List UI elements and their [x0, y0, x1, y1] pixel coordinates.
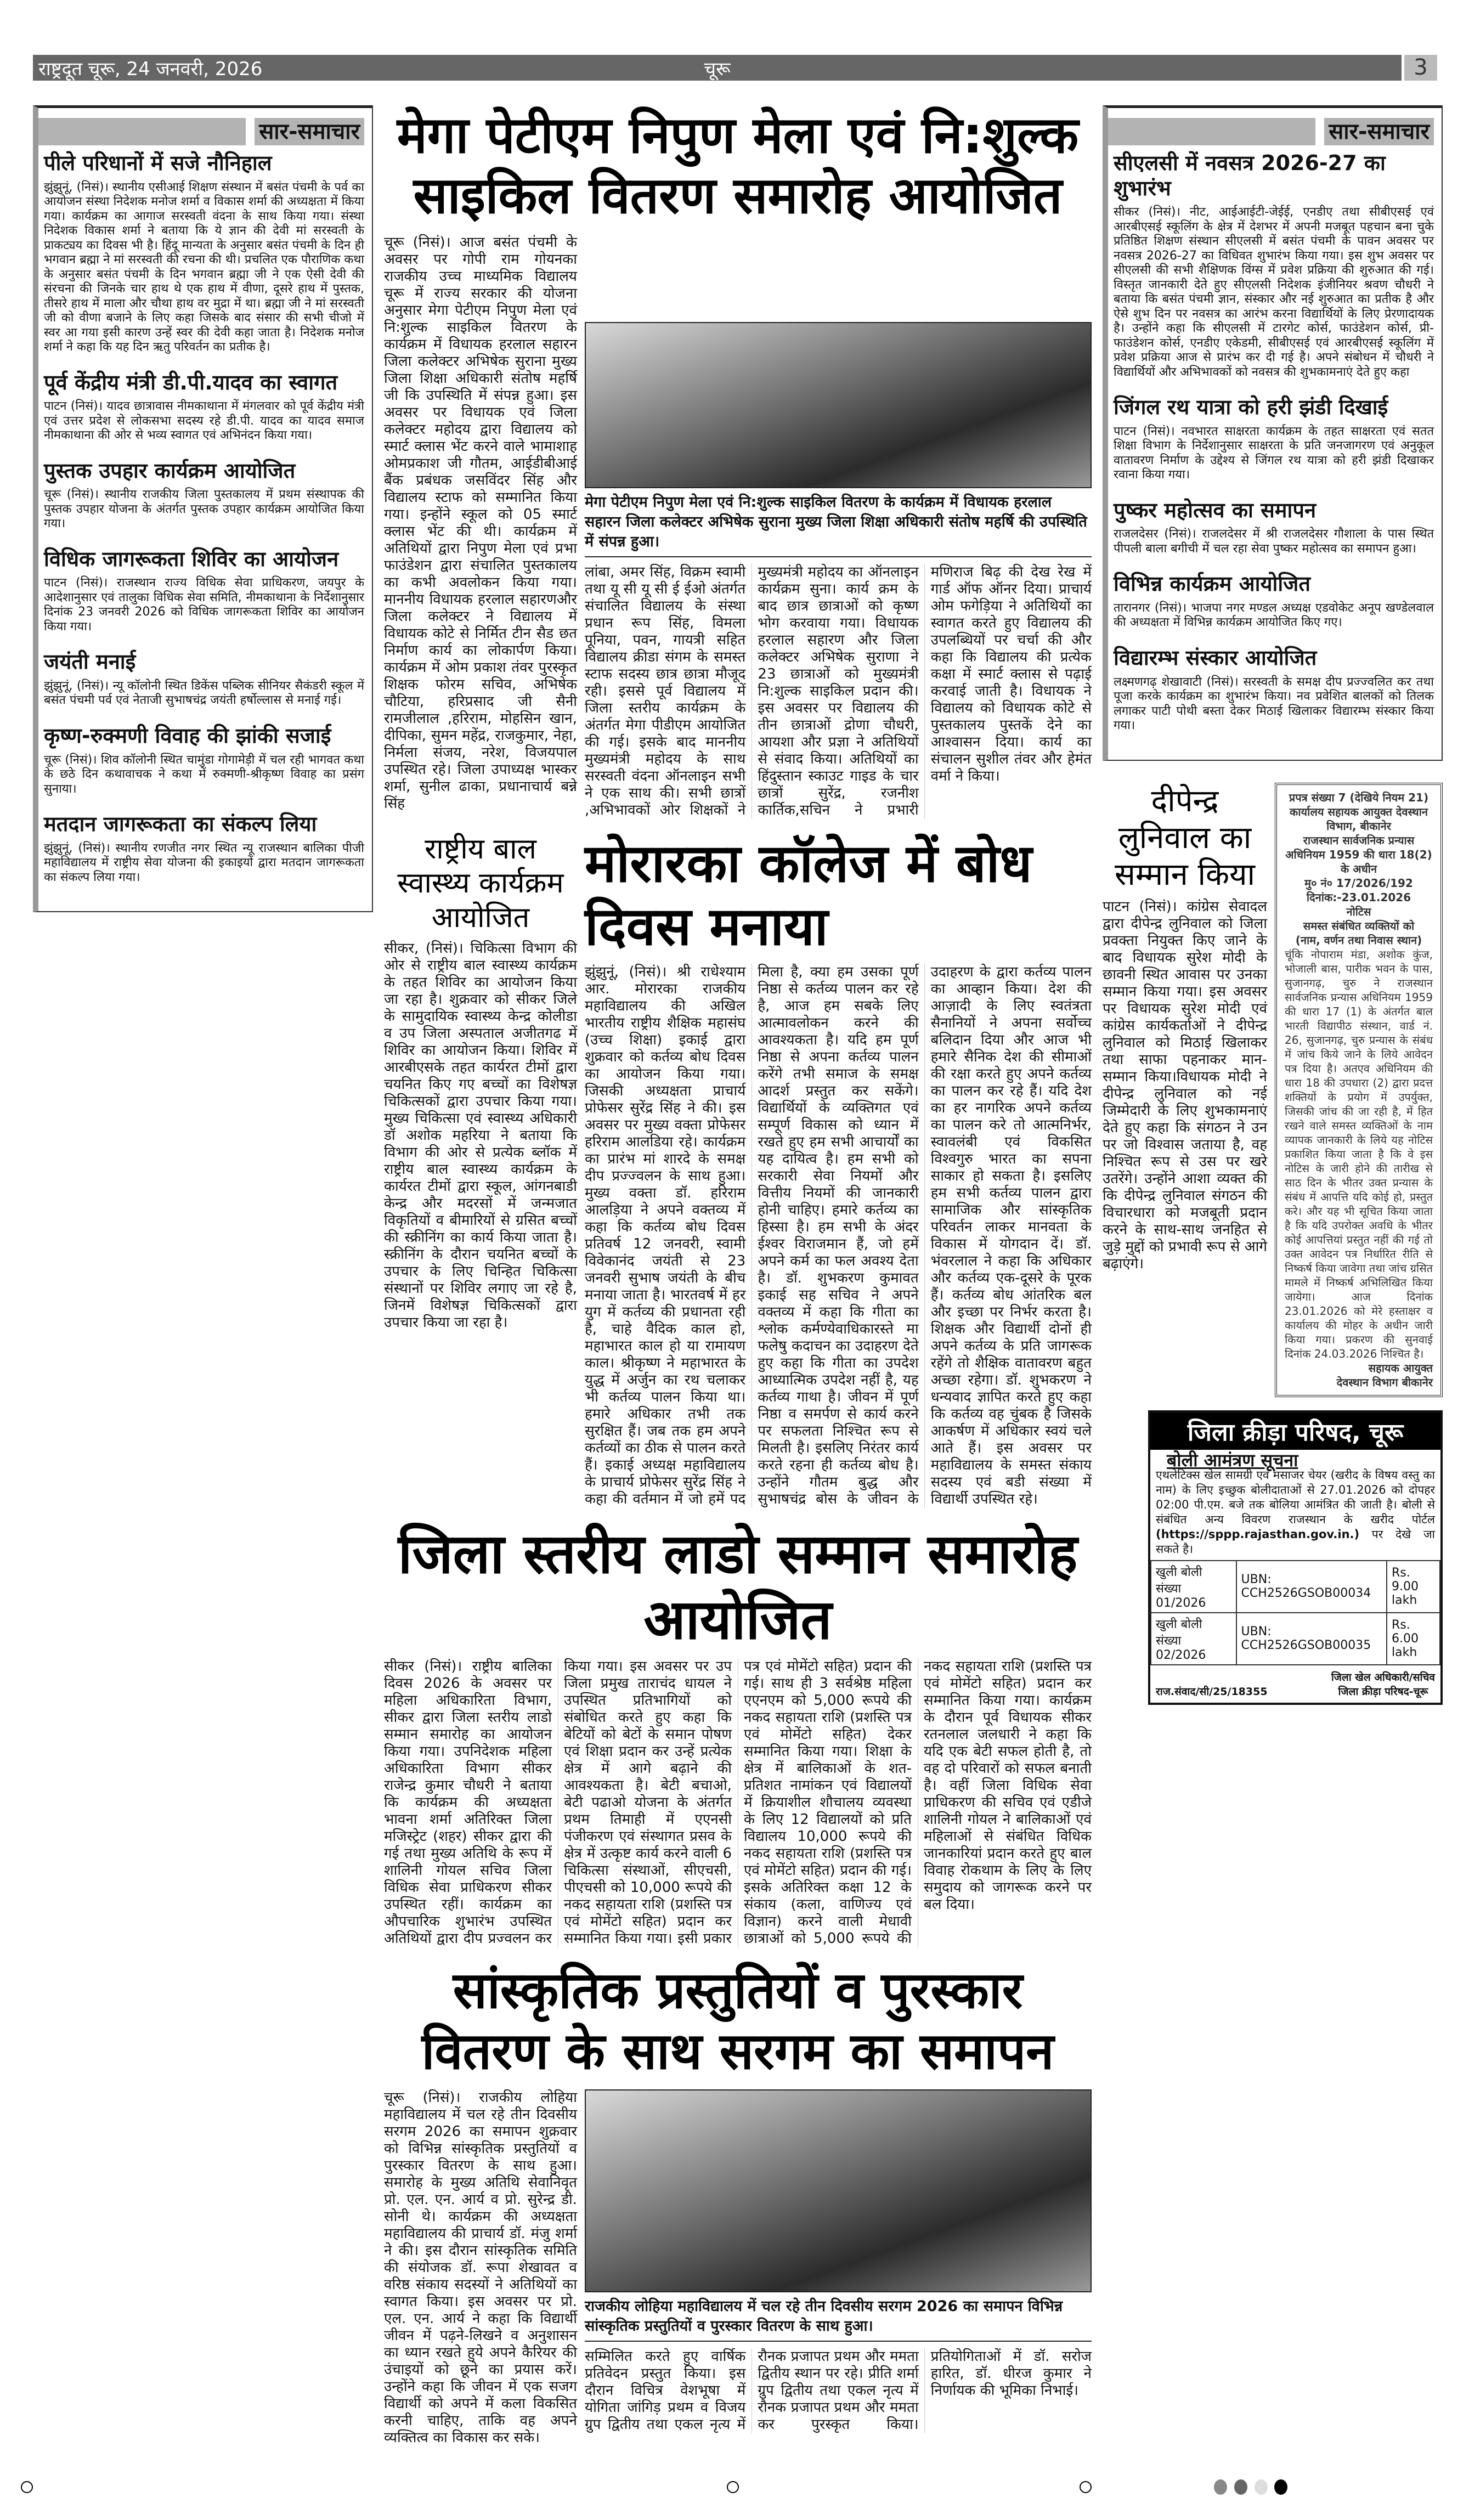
header-edition: चूरू [704, 58, 731, 80]
deependra-story [1103, 783, 1267, 1273]
sargam-body-col1: चूरू (निसं)। राजकीय लोहिया महाविद्यालय में चल रहे तीन दिवसीय सरगम 2026 का समापन शुक्रवार को विभिन्न सांस्कृतिक प्रस्तुतियों व पुरस्कार वितरण के साथ हुआ। समारोह के मुख्य अतिथि सेवानिवृत प्रो. एल. एन. आर्य व प्रो. सुरेन्द्र डी. सोनी थे। कार्यक्रम की अध्यक्षता महाविद्यालय की प्राचार्य डॉ. मंजु शर्मा ने की। इस दौरान सांस्कृतिक समिति की संयोजक डॉ. रूपा शेखावत व वरिष्ठ संकाय सदस्यों ने अतिथियों का स्वागत किया। इस अवसर पर प्रो. एल. एन. आर्य ने कहा कि विद्यार्थी जीवन में पढ़ने-लिखने व अनुशासन का ध्यान रखते हुये अपने कैरियर की उंचाइयों को छूने का प्रयास करें। उन्होंने कहा कि जीवन में एक सजग विद्यार्थी को अपने में कला विकसित करनी चाहिए, ताकि वह अपने व्यक्तित्व का विकास कर सके। [384, 2089, 577, 2446]
deependra-body: पाटन (निसं)। कांग्रेस सेवादल द्वारा दीपेन्द्र लुनिवाल को जिला प्रवक्ता नियुक्त किए जाने के बाद विधायक सुरेश मोदी के छावनी स्थित आवास पर उनका सम्मान किया गया। इस अवसर पर विधायक सुरेश मोदी एवं कांग्रेस कार्यकर्ताओं ने दीपेन्द्र लुनिवाल को मिठाई खिलाकर तथा साफा पहनाकर मान-सम्मान किया।विधायक मोदी ने दीपेन्द्र लुनिवाल को नई जिम्मेदारी के लिए शुभकामनाएं देते हुए कहा कि संगठन ने उन पर जो विश्वास जताया है, वह निश्चित रूप से उस पर खरे उतरेंगे। उन्होंने आशा व्यक्त की कि दीपेन्द्र लुनिवाल संगठन की विचारधारा को मजबूती प्रदान करने के साथ-साथ जनहित से जुड़े मुद्दों को प्रभावी रूप से आगे बढ़ाएंगे। [1103, 899, 1267, 1273]
notice-office: कार्यालय सहायक आयुक्त देवस्थान विभाग, बीकानेर [1290, 805, 1428, 833]
article [44, 649, 364, 708]
print-marks [33, 2476, 1437, 2498]
article [1114, 395, 1434, 483]
registration-mark-icon [727, 2481, 739, 2493]
page-header [33, 55, 1402, 81]
bid-number: खुली बोली संख्या 02/2026 [1151, 1613, 1236, 1665]
article-headline: कृष्ण-रुक्मणी विवाह की झांकी सजाई [44, 723, 331, 748]
article-body: झुंझुनूं, (निसं)। स्थानीय रणजीत नगर स्थित न्यू राजस्थान बालिका पीजी महाविद्यालय में राष्ट्रीय सेवा योजना की इकाइयों द्वारा मतदान जागरूकता का संकल्प लिया गया। [44, 841, 364, 884]
sargam-headline: सांस्कृतिक प्रस्तुतियों व पुरस्कार वितरण के साथ सरगम का समापन [421, 1961, 1054, 2081]
lado-headline: जिला स्तरीय लाडो सम्मान समारोह आयोजित [398, 1522, 1078, 1652]
second-row [384, 832, 1092, 1508]
article-body: सीकर (निसं)। नीट, आईआईटी-जेईई, एनडीए तथा सीबीएसई एवं आरबीएसई स्कूलिंग के क्षेत्र में देशभर में अपनी मजबूत पहचान बना चुके प्रतिष्ठित शिक्षण संस्थान सीएलसी में बसंत पंचमी के पावन अवसर पर नवसत्र 2026-27 का विधिवत शुभारंभ किया गया। इस शुभ अवसर पर सीएलसी की सभी शैक्षिणक विंग्स में प्रवेश प्रक्रिया की शुरुआत की गई। विस्तृत जानकारी देते हुए सीएलसी निदेशक इंजीनियर श्रवण चौधरी ने बताया कि बसंत पंचमी ज्ञान, संस्कार और नई शुरुआत का प्रतीक है और ऐसे शुभ दिन पर नवसत्र का आरंभ करना विद्यार्थियों के लिए प्रेरणादायक है। उन्होंने कहा कि सीएलसी में टारगेट कोर्स, फाउंडेशन कोर्स, प्री-फाउंडेशन कोर्स, एनडीए एकेडमी, सीबीएसई एवं आरबीएसई स्कूलिंग में प्रवेश प्रक्रिया आज से प्रारंभ कर दी गई है। अपने संबोधन में चौधरी ने विद्यार्थियों और अभिभावकों को नवसत्र की शुभकामनाएं देते हुए कहा [1114, 205, 1434, 379]
lead-body-col1: चूरू (निसं)। आज बसंत पंचमी के अवसर पर गोपी राम गोयनका राजकीय उच्च माध्यमिक विद्यालय चूरू में राज्य सरकार की योजना अनुसार मेगा पेटीएम निपुण मेला एवं नि:शुल्क साइकिल वितरण के कार्यक्रम में विधायक हरलाल सहारन जिला कलेक्टर अभिषेक सुराना मुख्य जिला शिक्षा अधिकारी संतोष महर्षि जी कि उपस्थिति में संपन्न हुआ। इस अवसर पर विधायक एवं जिला कलेक्टर महोदय द्वारा विद्यालय को स्मार्ट क्लास भेंट करने वाले भामाशाह ओमप्रकाश जी गौतम, आईडीबीआई बैंक प्रबंधक जसविंदर सिंह और विद्यालय स्टाफ को सम्मानित किया गया। इन्होंने स्कूल को 05 स्मार्ट क्लास भेंट की थी। कार्यक्रम में अतिथियों द्वारा निपुण मेला एवं प्रभा फाउंडेशन द्वारा संचालित पुस्तकालय का कभी अवलोकन किया गया। माननीय विधायक हरलाल सहारणऔर जिला कलेक्टर ने विद्यालय में विधायक कोटे से निर्मित टीन सैड छत निर्माण कार्य का लोकार्पण किया। कार्यक्रम में ओम प्रकाश तंवर पुरस्कृत शिक्षक फोरम सचिव, अभिषेक चौटिया, हरिप्रसाद जी सैनी रामजीलाल ,हरिराम, मोहसिन खान, दीपिका, सुमन महेंद्र, राजकुमार, नेहा, निर्मला संजय, नरेश, विजयपाल उपस्थित रहे। जिला उपाध्यक्ष भास्कर शर्मा, सुनील ढाका, प्रधानाचार्य बन्ने सिंह [384, 234, 577, 812]
article [1114, 572, 1434, 630]
notice-signatory: सहायक आयुक्त [1368, 1361, 1433, 1375]
right-column [1103, 105, 1443, 1705]
center-column [384, 105, 1092, 2460]
article-body: पाटन (निसं)। नवभारत साक्षरता कार्यक्रम के तहत साक्षरता एवं सतत शिक्षा विभाग के निर्देशानुसार साक्षरता के प्रति जनजागरण एवं अनुकूल वातावरण निर्माण के उद्देश्य से जिंगल रथ यात्रा को हरी झंडी दिखाकर रवाना किया गया। [1114, 424, 1434, 482]
lead-photo-cycle-distribution [585, 322, 1092, 488]
article [44, 724, 364, 796]
sargam-photo-caption: राजकीय लोहिया महाविद्यालय में चल रहे तीन दिवसीय सरगम 2026 का समापन विभिन्न सांस्कृतिक प्रस्तुतियों व पुरस्कार वितरण के साथ हुआ। [585, 2297, 1063, 2335]
page-grid [33, 105, 1437, 2460]
ad-signatory-org: जिला क्रीड़ा परिषद-चूरू [1338, 1685, 1428, 1698]
article-headline: विभिन्न कार्यक्रम आयोजित [1114, 572, 1311, 596]
notice-form: प्रपत्र संख्या 7 (देखिये नियम 21) [1289, 790, 1429, 804]
registration-mark-icon [21, 2481, 33, 2493]
sargam-right [585, 2089, 1092, 2433]
ad-body: एथलेटिक्स खेल सामग्री एवं मसाजर चेयर (खरीद के विषय वस्तु का नाम) के लिए इच्छुक बोलीदाताओं से 27.01.2026 को दोपहर 02:00 पी.एम. बजे तक बोलिया आमंत्रित की जाती है। बोली से संबंधित अन्य विवरण राजस्थान के खरीद पोर्टल [1156, 1468, 1435, 1526]
notice-to: समस्त संबंधित व्यक्तियों को [1303, 919, 1415, 933]
notice-body: चूंकि नोपाराम मंडा, अशोक कुंज, भोजाली बास, पारीक भवन के पास, सुजानगढ़, चुरु ने राजस्थान सार्वजनिक प्रन्यास अधिनियम 1959 की धारा 17 (1) के अंतर्गत बाल भारती विद्यापीठ संस्थान, वार्ड नं. 26, सुजानगढ़, चुरु प्रन्यास के संबंध में जांच किये जाने के लिये आवेदन पत्र दिया है। अतएव अधिनियम की धारा 18 की उपधारा (2) द्वारा प्रदत्त शक्तियों के प्रयोग में उपर्युक्त, जिसकी जांच की जा रही है, में हित रखने वाले समस्त व्यक्तिओं के नाम व्यापक जानकारी के लिये यह नोटिस प्रकाशित किया जाता है कि वे इस नोटिस के जारी होने की तारीख से साठ दिन के भीतर उक्त प्रन्यास के संबंध में आपत्ति यदि कोई हो, प्रस्तुत करे। और यह भी सूचित किया जाता है कि यदि उपरोक्त अवधि के भीतर कोई आपत्तियां प्रस्तुत नहीं की गई तो उक्त आवेदन पत्र निर्धारित रीति से निष्कर्ष किया जावेगा तथा जांच ग्रसित मामले में निष्कर्ष अभिलिखित किया जायेगा। आज दिनांक 23.01.2026 को मेरे हस्ताक्षर व कार्यालय की मोहर के अधीन जारी किया गया। प्रकरण की सुनवाई दिनांक 24.03.2026 निश्चित है। [1285, 947, 1433, 1360]
sargam-story [384, 2089, 1092, 2446]
article-body: राजलदेसर (निसं)। राजलदेसर में श्री राजलदेसर गौशाला के पास स्थित पीपली बाला बगीची में चल रहा सेवा पुष्कर महोत्सव का समापन हुआ। [1114, 527, 1434, 556]
header-dateline: राष्ट्रदूत चूरू, 24 जनवरी, 2026 [38, 58, 263, 80]
devasthan-notice [1275, 783, 1443, 1397]
bid-table [1150, 1560, 1440, 1665]
lead-photo-caption: मेगा पेटीएम निपुण मेला एवं नि:शुल्क साइकिल वितरण के कार्यक्रम में विधायक हरलाल सहारन जिला कलेक्टर अभिषेक सुराना मुख्य जिला शिक्षा अधिकारी संतोष महर्षि की उपस्थिति में संपन्न हुआ। [585, 493, 1087, 550]
article-headline: विधिक जागरूकता शिविर का आयोजन [44, 546, 339, 571]
divider [585, 556, 1092, 557]
bid-amount: Rs. 9.00 lakh [1387, 1561, 1440, 1613]
article-body: पाटन (निसं)। यादव छात्रावास नीमकाथाना में मंगलवार को पूर्व केंद्रीय मंत्री एवं उत्तर प्रदेश से लोकसभा सदस्य रहे डी.पी. यादव का यादव समाज नीमकाथाना की ओर से भव्य स्वागत एवं अभिनंदन किया गया। [44, 399, 364, 443]
header-row [33, 55, 1437, 81]
color-dot-icon [1214, 2479, 1227, 2495]
article-headline: पूर्व केंद्रीय मंत्री डी.पी.यादव का स्वागत [44, 370, 338, 394]
article-body: तारानगर (निसं)। भाजपा नगर मण्डल अध्यक्ष एडवोकेट अनूप खण्डेलवाल की अध्यक्षता में विभिन्न कार्यक्रम आयोजित किए गए। [1114, 601, 1434, 630]
bid-number: खुली बोली संख्या 01/2026 [1151, 1561, 1236, 1613]
color-dot-icon [1274, 2479, 1287, 2495]
article [44, 151, 364, 355]
article-body: चूरू (निसं)। स्थानीय राजकीय जिला पुस्तकालय में प्रथम संस्थापक की पुस्तक उपहार योजना के अंतर्गत पुस्तक उपहार कार्यक्रम आयोजित किया गया। [44, 488, 364, 531]
section-label-text: सार-समाचार [1320, 118, 1434, 145]
lado-body: सीकर (निसं)। राष्ट्रीय बालिका दिवस 2026 के अवसर पर महिला अधिकारिता विभाग, सीकर द्वारा जिला स्तरीय लाडो सम्मान समारोह का आयोजन किया गया। उपनिदेशक महिला अधिकारिता विभाग सीकर राजेन्द्र कुमार चौधरी ने बताया कि कार्यक्रम की अध्यक्षता भावना शर्मा अतिरिक्त जिला मजिस्ट्रेट (शहर) सीकर द्वारा की गई तथा मुख्य अतिथि के रूप में शालिनी गोयल सचिव जिला विधिक सेवा प्राधिकरण सीकर उपस्थित रहीं। कार्यक्रम का औपचारिक शुभारंभ उपस्थित अतिथियों द्वारा दीप प्रज्वलन कर किया गया। इस अवसर पर उप जिला प्रमुख ताराचंद धायल ने उपस्थित प्रतिभागियों को संबोधित करते हुए कहा कि बेटियों को बेटों के समान पोषण एवं शिक्षा प्रदान कर उन्हें प्रत्येक क्षेत्र में आगे बढ़ाने की आवश्यकता है। बेटी बचाओ, बेटी पढाओ योजना के अंतर्गत प्रथम तिमाही में एएनसी पंजीकरण एवं संस्थागत प्रसव के क्षेत्र में उत्कृष्ट कार्य करने वाली 6 चिकित्सा संस्थाओं, सीएचसी, पीएचसी को 10,000 रूपये की नकद सहायता राशि (प्रशस्ति पत्र एवं मोमेंटो सहित) प्रदान कर सम्मानित किया गया। इसी प्रकार पत्र एवं मोमेंटो सहित) प्रदान की गई। साथ ही 3 सर्वश्रेष्ठ महिला एएनएम को 5,000 रूपये की नकद सहायता राशि (प्रशस्ति पत्र एवं मोमेंटो सहित) देकर सम्मानित किया गया। शिक्षा के क्षेत्र में बालिकाओं के शत-प्रतिशत नामांकन एवं विद्यालयों में क्रियाशील शौचालय व्यवस्था के लिए 12 विद्यालयों को प्रति विद्यालय 10,000 रूपये की नकद सहायता राशि (प्रशस्ति पत्र एवं मोमेंटो सहित) प्रदान की गई। इसके अतिरिक्त कक्षा 12 के संकाय (कला, वाणिज्य एवं विज्ञान) करने वाली मेधावी छात्राओं को 5,000 रूपये की नकद सहायता राशि (प्रशस्ति पत्र एवं मोमेंटो सहित) प्रदान कर सम्मानित किया गया। कार्यक्रम के दौरान पूर्व विधायक सीकर रतनलाल जलधारी ने कहा कि यदि एक बेटी सफल होती है, तो वह दो परिवारों को सफल बनाती है। वहीं जिला विधिक सेवा प्राधिकरण की सचिव एवं एडीजे शालिनी गोयल ने बालिकाओं एवं महिलाओं से संबंधित विधिक जानकारियां प्रदान करते हुए बाल विवाह रोकथाम के लिए के लिए समुदाय को जागरूक करने पर बल दिया। [384, 1658, 1092, 1947]
notice-case-no: मु० नं० 17/2026/192 [1304, 876, 1413, 890]
rbsk-body: सीकर, (निसं)। चिकित्सा विभाग की ओर से राष्ट्रीय बाल स्वास्थ्य कार्यक्रम के तहत शिविर का आयोजन किया जा रहा है। शुक्रवार को सीकर जिले के सामुदायिक स्वास्थ्य केन्द्र कोलीडा व उप जिला अस्पताल अजीतगढ में शिविर का आयोजन किया। शिविर में आरबीएसके तहत कार्यरत टीमों द्वारा चयनित किए गए बच्चों का विशेषज्ञ चिकित्सकों द्वारा उपचार किया गया। मुख्य चिकित्सा एवं स्वास्थ्य अधिकारी डॉ अशोक महरिया ने बताया कि विभाग की ओर से प्रत्येक ब्लॉक में राष्ट्रीय बाल स्वास्थ्य कार्यक्रम के कार्यरत टीमों द्वारा स्कूल, आंगनबाडी केन्द्र और मदरसों में जन्मजात विकृतियों व बीमारियों से ग्रसित बच्चों की स्क्रीनिंग का कार्य किया जाता है। स्क्रीनिंग के दौरान चयनित बच्चों के उपचार के लिए चिन्हित चिकित्सा संस्थानों पर शिविर लगाए जा रहे है, जिनमें विशेषज्ञ चिकित्सकों द्वारा उपचार किया जा रहा है। [384, 940, 577, 1331]
lead-headline: मेगा पेटीएम निपुण मेला एवं नि:शुल्क साइकिल वितरण समारोह आयोजित [397, 106, 1079, 225]
section-label-text: सार-समाचार [250, 118, 364, 145]
bid-ubn: UBN: CCH2526GSOB00035 [1236, 1613, 1387, 1665]
section-label [1108, 118, 1434, 145]
article [44, 812, 364, 885]
rbsk-story [384, 832, 577, 1331]
article-headline: जिंगल रथ यात्रा को हरी झंडी दिखाई [1114, 395, 1388, 420]
article [44, 547, 364, 635]
article-body: झुंझुनूं, (निसं)। न्यू कॉलोनी स्थित डिकेंस पब्लिक सीनियर सैकंडरी स्कूल में बसंत पंचमी पर्व एवं नेताजी सुभाषचंद्र जयंती हर्षोल्लास से मनाई गई। [44, 679, 364, 708]
article-headline: जयंती मनाई [44, 649, 136, 674]
lead-right [585, 234, 1092, 819]
article-body: झुंझुनूं, (निसं)। स्थानीय एसीआई शिक्षण संस्थान में बसंत पंचमी के पर्व का आयोजन संस्था निदेशक मनोज शर्मा व विकास शर्मा की अध्यक्षता में किया गया। कार्यक्रम का आगाज सरस्वती वंदना के साथ किया गया। संस्था निदेशक विकास शर्मा ने बताया कि ये ज्ञान की देवी मां सरस्वती के प्राकट्यय का दिवस भी है। हिंदू मान्यता के अनुसार बसंत पंचमी के दिन ही भगवान ब्रह्मा ने मां सरस्वती की रचना की थी। प्रचलित एक पौराणिक कथा के अनुसार बसंत पंचमी के दिन भगवान ब्रह्मा जी ने एक ऐसी देवी की संरचना की जिनके चार हाथ थे एक हाथ में वीणा, दूसरे हाथ में पुस्तक, तीसरे हाथ में माला और चौथा हाथ वर मुद्रा में था। ब्रह्मा जी ने मां सरस्वती जी को वीणा बजाने के लिए कहा जिसके बाद संसार की सभी चीजो में स्वर आ गया इसी कारण उन्हें स्वर की देवी कहा जाता है। निदेशक मनोज शर्मा ने कहा कि यह दिन ऋतु परिवर्तन का प्रतीक है। [44, 180, 364, 354]
article [44, 370, 364, 443]
notice-date: दिनांक:-23.01.2026 [1306, 890, 1411, 904]
bid-ubn: UBN: CCH2526GSOB00034 [1236, 1561, 1387, 1613]
color-dot-icon [1234, 2479, 1247, 2495]
sargam-body-cols: सम्मिलित करते हुए वार्षिक प्रतिवेदन प्रस्तुत किया। इस दौरान विचित्र वेशभूषा में योगिता जांगिड़ प्रथम व विजय ग्रुप द्वितीय तथा एकल नृत्य में रौनक प्रजापत प्रथम और ममता द्वितीय स्थान पर रहे। प्रीति शर्मा ग्रुप द्वितीय तथा एकल नृत्य में रौनक प्रजापत प्रथम और ममता कर पुरस्कृत किया। प्रतियोगिताओं में डॉ. सरोज हारित, डॉ. धीरज कुमार ने निर्णायक की भूमिका निभाई। [585, 2348, 1092, 2433]
divider [585, 2341, 1092, 2342]
notice-act: राजस्थान सार्वजनिक प्रन्यास अधिनियम 1959 की धारा 18(2) के अधीन [1285, 833, 1432, 875]
bid-amount: Rs. 6.00 lakh [1387, 1613, 1440, 1665]
ad-portal-link[interactable]: (https://sppp.rajasthan.gov.in.) [1156, 1527, 1360, 1541]
sargam-group-photo [585, 2089, 1092, 2292]
article-body: लक्ष्मणगढ़ शेखावाटी (निसं)। सरस्वती के समक्ष दीप प्रज्ज्वलित कर तथा पूजा करके कार्यक्रम का शुभारंभ किया। नव प्रवेशित बालकों को तिलक लगाकर पाटी पोथी बस्ता देकर मिठाई खिलाकर विद्यारम्भ संस्कार किया गया। [1114, 675, 1434, 733]
article-headline: सीएलसी में नवसत्र 2026-27 का शुभारंभ [1114, 151, 1386, 200]
morarka-headline: मोरारका कॉलेज में बोध दिवस मनाया [585, 832, 1032, 957]
morarka-story [585, 832, 1092, 1508]
ad-title: जिला क्रीड़ा परिषद, चूरू [1150, 1412, 1440, 1450]
color-dot-icon [1255, 2479, 1268, 2495]
article-headline: पीले परिधानों में सजे नौनिहाल [44, 151, 272, 175]
lead-story [384, 234, 1092, 819]
ad-reference: राज.संवाद/सी/25/18355 [1156, 1685, 1268, 1698]
rbsk-headline: राष्ट्रीय बाल स्वास्थ्य कार्यक्रम आयोजित [397, 832, 564, 934]
ad-body-suffix: पर देखे जा सकते है। [1156, 1527, 1435, 1556]
deependra-headline: दीपेन्द्र लुनिवाल का सम्मान किया [1115, 783, 1255, 892]
article [1114, 498, 1434, 557]
notice-to-detail: (नाम, वर्णन तथा निवास स्थान) [1295, 933, 1422, 947]
article-headline: पुष्कर महोत्सव का समापन [1114, 498, 1317, 522]
registration-mark-icon [1080, 2481, 1092, 2493]
right-news-box [1103, 105, 1443, 761]
morarka-body: झुंझुनूं, (निसं)। श्री राधेश्याम आर. मोरारका राजकीय महाविद्यालय की अखिल भारतीय राष्ट्रीय शैक्षिक महासंघ (उच्च शिक्षा) इकाई द्वारा शुक्रवार को कर्तव्य बोध दिवस का आयोजन किया गया। जिसकी अध्यक्षता प्राचार्य प्रोफेसर सुरेंद्र सिंह ने की। इस अवसर पर मुख्य वक्ता प्रोफेसर हरिराम आलडिया रहे। कार्यक्रम का प्रारंभ मां शारदे के समक्ष दीप प्रज्ज्वलन के साथ हुआ। मुख्य वक्ता डॉ. हरिराम आलड़िया ने अपने वक्तव्य में कहा कि कर्तव्य बोध दिवस प्रतिवर्ष 12 जनवरी, स्वामी विवेकानंद जयंती से 23 जनवरी सुभाष जयंती के बीच मनाया जाता है। भारतवर्ष में हर युग में कर्तव्य की प्रधानता रही है, चाहे वैदिक काल हो, महाभारत काल हो या रामायण काल। श्रीकृष्ण ने महाभारत के युद्ध में अर्जुन का रथ चलाकर भी कर्तव्य पालन किया था। हमारे अधिकार तभी तक सुरक्षित हैं। जब तक हम अपने कर्तव्यों का ठीक से पालन करते हैं। इकाई अध्यक्ष महाविद्यालय के प्राचार्य प्रोफेसर सुरेंद्र सिंह ने कहा की वर्तमान में जो हमें पद मिला है, क्या हम उसका पूर्ण निष्ठा से कर्तव्य पालन कर रहे है, आज हम सबके लिए आत्मावलोकन करने की आवश्यकता है। यदि हम पूर्ण निष्ठा से अपना कर्तव्य पालन करेंगे तभी समाज के समक्ष आदर्श प्रस्तुत कर सकेंगे। विद्यार्थियों के व्यक्तिगत एवं सम्पूर्ण विकास को ध्यान में रखते हुए हम सभी आचार्यों का यह दायित्व है। हम सभी को सरकारी सेवा नियमों और वित्तीय नियमों की जानकारी होनी चाहिए। हमारे कर्तव्य का हिस्सा है। हम सभी के अंदर ईश्वर विराजमान हैं, जो हमें अपने कर्म का फल अवश्य देता है। डॉ. शुभकरण कुमावत इकाई सह सचिव ने अपने वक्तव्य में कहा कि गीता का श्लोक कर्मण्येवाधिकारस्ते मा फलेषु कदाचन का उदाहरण देते हुए कहा कि गीता का उपदेश आध्यात्मिक उपदेश नहीं है, यह कर्तव्य गाथा है। जीवन में पूर्ण निष्ठा व समर्पण से कार्य करने पर सफलता निश्चित रूप से मिलती है। इसलिए निरंतर कार्य करते रहना ही कर्तव्य बोध है। उन्होंने गौतम बुद्ध और सुभाषचंद्र बोस के जीवन के उदाहरण के द्वारा कर्तव्य पालन का आव्हान किया। देश की आज़ादी के लिए स्वतंत्रता सैनानियों ने अपना सर्वोच्च बलिदान दिया और आज भी हमारे सैनिक देश की सीमाओं की रक्षा करते हुए अपने कर्तव्य का पालन कर रहे हैं। यदि देश का हर नागरिक अपने कर्तव्य का पालन करे तो आत्मनिर्भर, स्वावलंबी एवं विकसित विश्वगुरु भारत का सपना साकार हो सकता है। इसलिए हम सभी कर्तव्य पालन द्वारा सामाजिक और सांस्कृतिक परिवर्तन लाकर मानवता के विकास में योगदान दें। डॉ. भंवरलाल ने कहा कि अधिकार और कर्तव्य एक-दूसरे के पूरक हैं। कर्तव्य बोध आंतरिक बल और इच्छा पर निर्भर करता है। शिक्षक और विद्यार्थी दोनों ही अपने कर्तव्य के प्रति जागरूक रहेंगे तो शैक्षिक वातावरण बहुत अच्छा रहेगा। डॉ. शुभकरण ने धन्यवाद ज्ञापित करते हुए कहा कि कर्तव्य वह चुंबक है जिसके आकर्षण में अधिकार स्वयं चले आते हैं। इस अवसर पर महाविद्यालय के समस्त संकाय सदस्य एवं बडी संख्या में विद्यार्थी उपस्थित रहे। [585, 964, 1092, 1508]
article-headline: विद्यारम्भ संस्कार आयोजित [1114, 645, 1317, 670]
article [1114, 151, 1434, 380]
section-label [38, 118, 364, 145]
article-body: चूरू (निसं)। शिव कॉलोनी स्थित चामुंडा गोगामेड़ी में चल रही भागवत कथा के छठे दिन कथावाचक ने कथा में रुक्मणी-श्रीकृष्ण विवाह का प्रसंग सुनाया। [44, 753, 364, 796]
article [44, 459, 364, 532]
left-news-box [33, 105, 373, 912]
page-number: 3 [1404, 55, 1437, 81]
article [1114, 646, 1434, 733]
ad-signatory: जिला खेल अधिकारी/सचिव [1331, 1671, 1435, 1683]
notice-department: देवस्थान विभाग बीकानेर [1336, 1375, 1433, 1389]
notice-label: नोटिस [1346, 905, 1371, 918]
article-headline: मतदान जागरूकता का संकल्प लिया [44, 812, 317, 837]
table-row [1151, 1613, 1440, 1665]
lado-story [384, 1521, 1092, 1947]
table-row [1151, 1561, 1440, 1613]
article-body: पाटन (निसं)। राजस्थान राज्य विधिक सेवा प्राधिकरण, जयपुर के आदेशानुसार एवं तालुका विधिक सेवा समिति, नीमकाथाना के निर्देशानुसार दिनांक 23 जनवरी 2026 को विधिक जागरूकता शिविर का आयोजन किया गया। [44, 576, 364, 634]
sports-council-ad [1148, 1410, 1443, 1705]
lead-body-cols: लांबा, अमर सिंह, विक्रम स्वामी तथा यू सी यू सी ई ईओ अंतर्गत संचालित विद्यालय के संस्था प्रधान रूप सिंह, विमला पूनिया, पवन, गायत्री सहित विद्यालय क्रीडा संगम के समस्त स्टाफ सदस्य छात्र छात्रा मौजूद रही। इससे पूर्व विद्यालय में जिला स्तरीय कार्यक्रम के अंतर्गत मेगा पीडीएम आयोजित की गई। इसके बाद माननीय मुख्यमंत्री महोदय के साथ सरस्वती वंदना ऑनलाइन सभी ने एक साथ की। सभी छात्रों ,अभिभावकों ओर शिक्षकों ने मुख्यमंत्री महोदय का ऑनलाइन कार्यक्रम सुना। कार्य क्रम के बाद छात्र छात्राओं को कृष्ण भोग करवाया गया। विधायक हरलाल सहारण और जिला कलेक्टर अभिषेक सुराणा ने 23 छात्राओं को मुख्यमंत्री नि:शुल्क साइकिल प्रदान की। इस अवसर पर विद्यालय की तीन छात्राओं द्रोणा चौधरी, आयशा और प्रज्ञा ने अतिथियों से संवाद किया। अतिथियों का हिंदुस्तान स्काउट गाइड के चार छात्रों सुरेंद्र, रजनीश कार्तिक,सचिन ने प्रभारी मणिराज बिढ़ की देख रेख में गार्ड ऑफ ऑनर दिया। प्राचार्य ओम फगेड़िया ने अतिथियों का स्वागत करते हुए विद्यालय की उपलब्धियों पर चर्चा की और कहा कि विद्यालय की प्रत्येक कक्षा में स्मार्ट क्लास से पढ़ाई करवाई जाती है। विधायक ने विद्यालय को विधायक कोटे से पुस्तकालय पुस्तकें देने का आश्वासन दिया। कार्य का संचालन सुशील तंवर और हेमंत वर्मा ने किया। [585, 563, 1092, 818]
ad-subtitle: बोली आमंत्रण सूचना [1167, 1449, 1298, 1471]
lower-right-row [1103, 783, 1443, 1397]
article-headline: पुस्तक उपहार कार्यक्रम आयोजित [44, 458, 296, 483]
